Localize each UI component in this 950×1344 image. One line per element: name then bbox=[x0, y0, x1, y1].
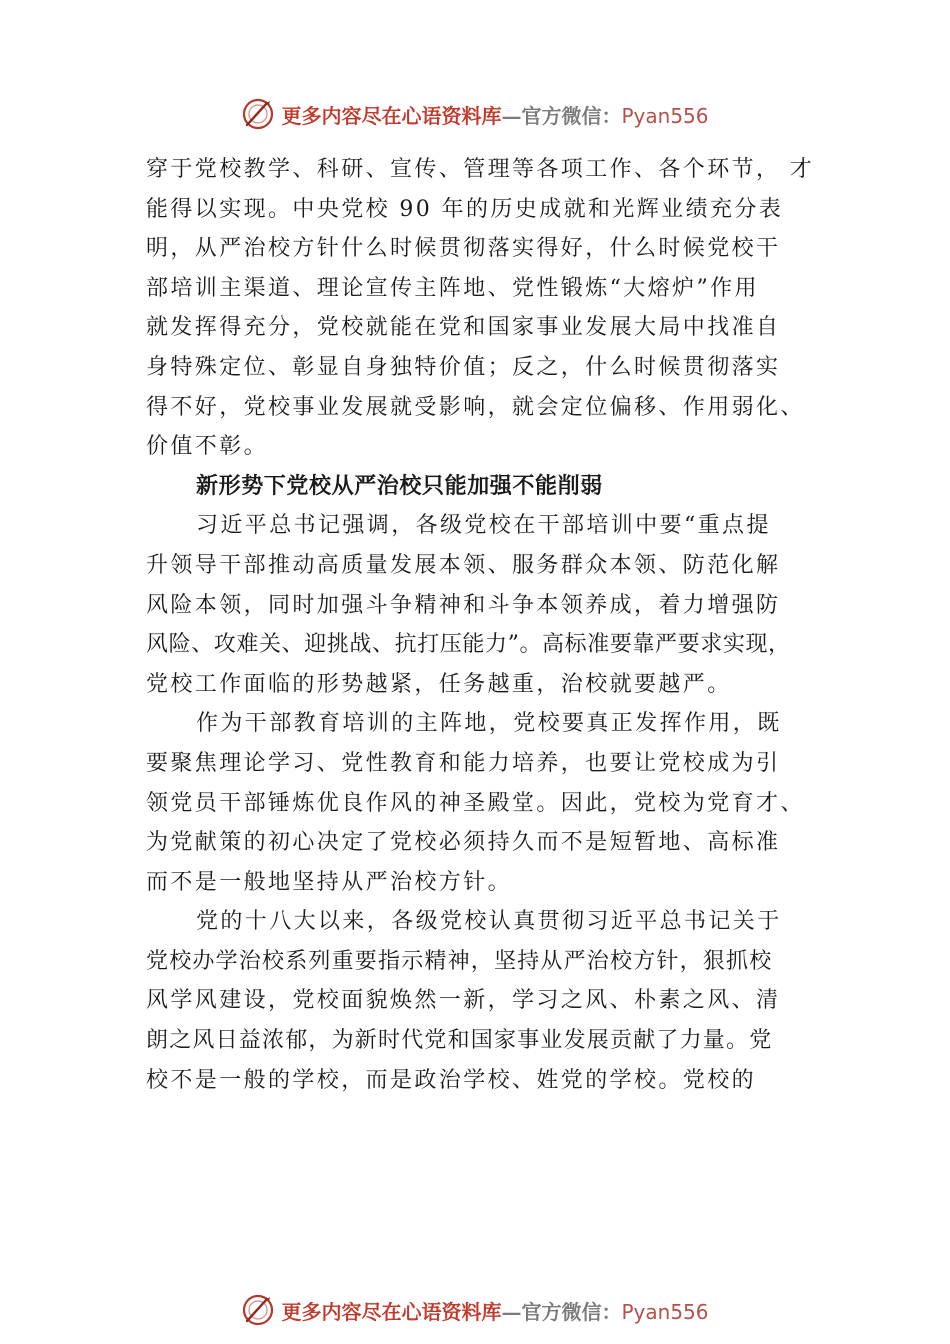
body-line: 风险、攻难关、迎挑战、抗打压能力”。高标准要靠严要求实现， bbox=[146, 632, 791, 658]
body-line: 价值不彰。 bbox=[146, 434, 269, 460]
document-body bbox=[146, 150, 836, 1100]
section-heading: 新形势下党校从严治校只能加强不能削弱 bbox=[196, 473, 603, 499]
body-line: 明，从严治校方针什么时候贯彻落实得好，什么时候党校干 bbox=[146, 236, 781, 262]
body-line: 党校办学治校系列重要指示精神，坚持从严治校方针，狠抓校 bbox=[146, 948, 773, 974]
body-line: 身特殊定位、彰显自身独特价值；反之，什么时候贯彻落实 bbox=[146, 354, 781, 380]
header-text bbox=[281, 100, 708, 129]
brand-logo-icon bbox=[241, 1293, 275, 1327]
body-line: 就发挥得充分，党校就能在党和国家事业发展大局中找准自 bbox=[146, 315, 781, 341]
footer-official-label: —官方微信： bbox=[501, 1299, 622, 1324]
body-line: 作为干部教育培训的主阵地，党校要真正发挥作用，既 bbox=[196, 711, 782, 737]
footer-banner bbox=[0, 1290, 950, 1330]
body-line: 要聚焦理论学习、党性教育和能力培养，也要让党校成为引 bbox=[146, 750, 781, 776]
body-line: 为党献策的初心决定了党校必须持久而不是短暂地、高标准 bbox=[146, 830, 781, 856]
body-line: 风学风建设，党校面貌焕然一新，学习之风、朴素之风、清 bbox=[146, 988, 781, 1014]
body-line: 领党员干部锤炼优良作风的神圣殿堂。因此，党校为党育才、 bbox=[146, 790, 805, 816]
footer-brand: 更多内容尽在心语资料库 bbox=[281, 1299, 502, 1324]
body-line: 部培训主渠道、理论宣传主阵地、党性锻炼“大熔炉”作用 bbox=[146, 275, 759, 301]
footer-text bbox=[281, 1296, 708, 1325]
body-line: 习近平总书记强调，各级党校在干部培训中要“重点提 bbox=[196, 513, 771, 539]
header-brand: 更多内容尽在心语资料库 bbox=[281, 103, 502, 128]
header-official-label: —官方微信： bbox=[501, 103, 622, 128]
body-line: 得不好，党校事业发展就受影响，就会定位偏移、作用弱化、 bbox=[146, 394, 805, 420]
body-line: 校不是一般的学校，而是政治学校、姓党的学校。党校的 bbox=[146, 1067, 757, 1093]
header-wechat-id: Pyan556 bbox=[621, 103, 709, 128]
body-line: 穿于党校教学、科研、宣传、管理等各项工作、各个环节， 才 bbox=[146, 157, 815, 182]
body-line: 升领导干部推动高质量发展本领、服务群众本领、防范化解 bbox=[146, 552, 781, 578]
footer-wechat-id: Pyan556 bbox=[621, 1299, 709, 1324]
body-line: 党校工作面临的形势越紧，任务越重，治校就要越严。 bbox=[146, 671, 732, 697]
body-line: 风险本领，同时加强斗争精神和斗争本领养成，着力增强防 bbox=[146, 592, 781, 618]
body-line: 而不是一般地坚持从严治校方针。 bbox=[146, 869, 513, 895]
body-line: 党的十八大以来，各级党校认真贯彻习近平总书记关于 bbox=[196, 909, 782, 935]
body-line: 能得以实现。中央党校 90 年的历史成就和光辉业绩充分表 bbox=[146, 196, 784, 222]
brand-logo-icon bbox=[241, 97, 275, 131]
header-banner bbox=[0, 94, 950, 134]
body-line: 朗之风日益浓郁，为新时代党和国家事业发展贡献了力量。党 bbox=[146, 1028, 773, 1054]
